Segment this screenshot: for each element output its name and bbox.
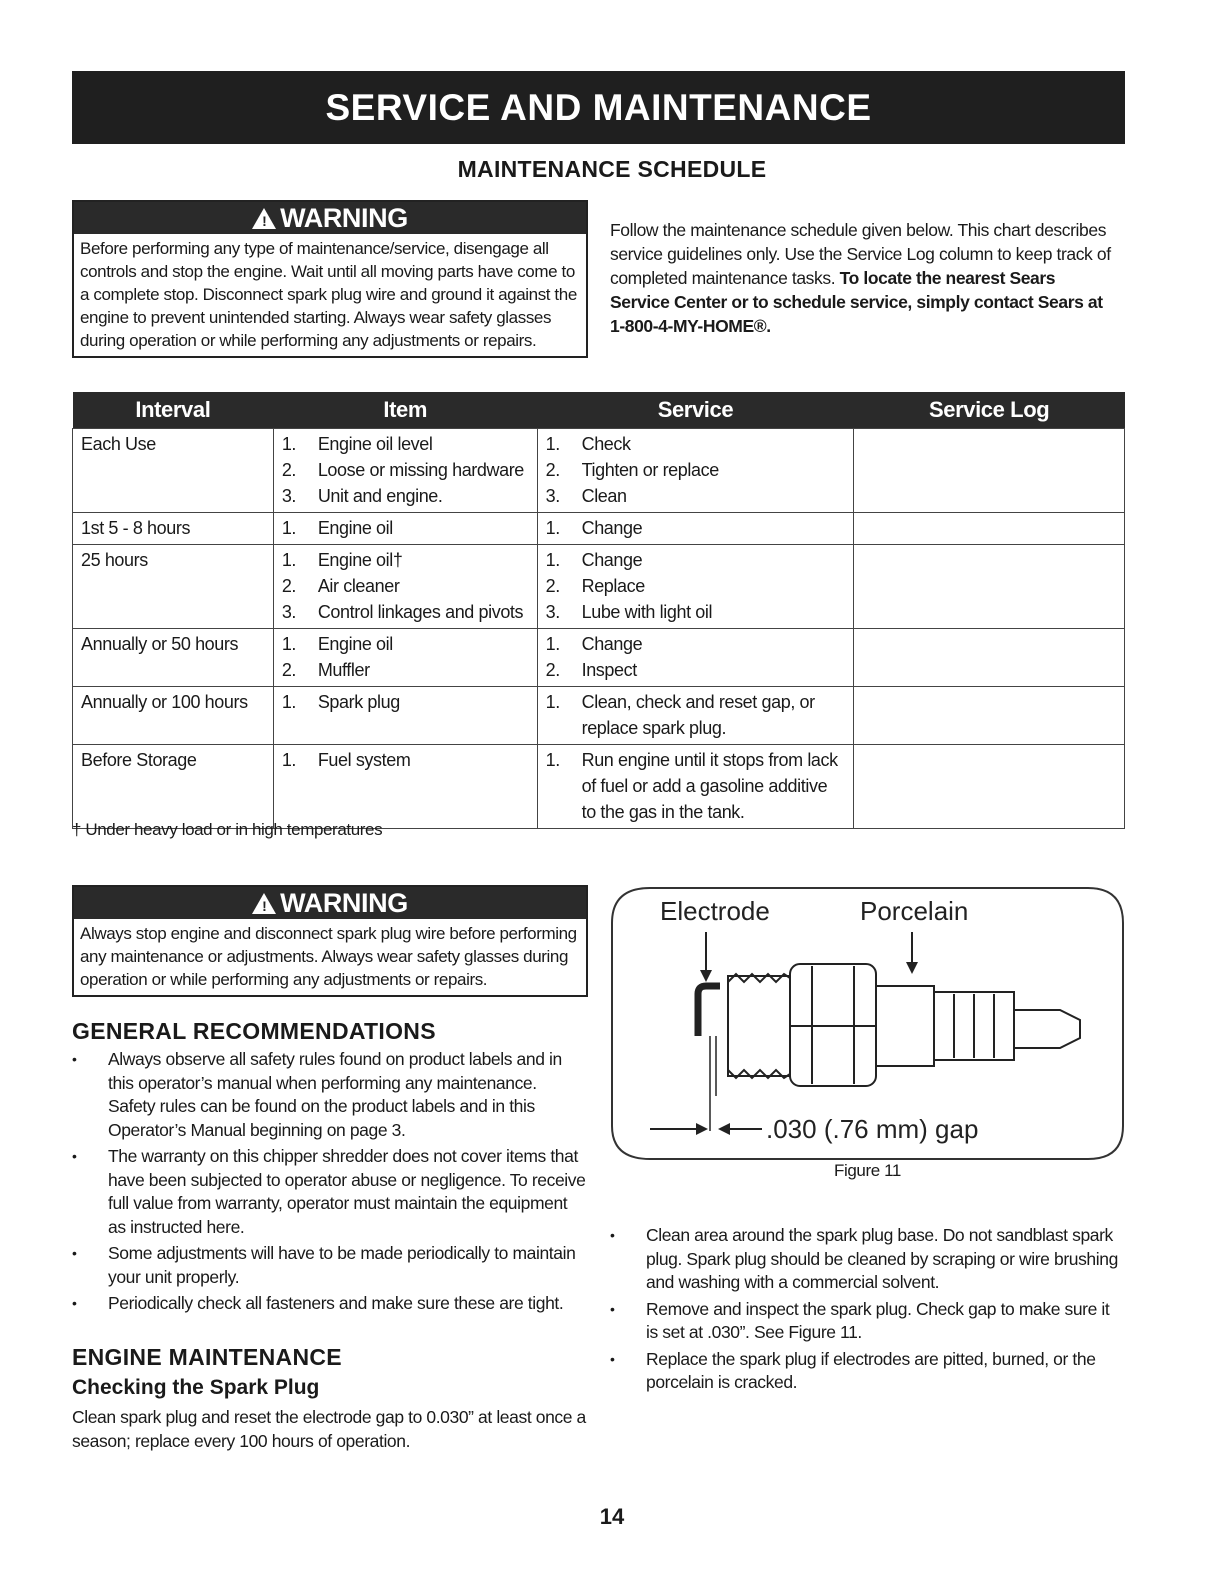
item-text: Change bbox=[581, 550, 643, 570]
list-item bbox=[546, 657, 846, 683]
item-number: 1. bbox=[545, 634, 560, 654]
list-item bbox=[546, 689, 846, 741]
item-text: Engine oil bbox=[317, 634, 393, 654]
item-number: 1. bbox=[545, 750, 560, 770]
spark-plug-icon bbox=[698, 964, 1080, 1131]
item-number: 1. bbox=[281, 434, 297, 454]
list-item: • Always observe all safety rules found on product labels and in this operator’s manual when performing any maintenance. Safety rules can be found on the product labels and in this Operator’s Manual beginning on page 3. bbox=[72, 1048, 587, 1142]
checking-spark-plug-text: Clean spark plug and reset the electrode gap to 0.030” at least once a season; replace every 100 hours of operation. bbox=[72, 1407, 586, 1451]
list-item bbox=[282, 483, 529, 509]
warning-header bbox=[74, 202, 586, 234]
interval-cell: 1st 5 - 8 hours bbox=[73, 513, 274, 545]
list-item: • Replace the spark plug if electrodes are pitted, burned, or the porcelain is cracked. bbox=[610, 1348, 1122, 1395]
item-cell bbox=[273, 545, 537, 629]
item-number: 2. bbox=[545, 460, 560, 480]
service-log-cell bbox=[854, 687, 1125, 745]
service-cell bbox=[537, 745, 854, 829]
list-item bbox=[282, 573, 529, 599]
service-cell bbox=[537, 545, 854, 629]
list-item bbox=[546, 515, 846, 541]
item-text: Clean, check and reset gap, or replace spark plug. bbox=[581, 692, 815, 738]
header-item: Item bbox=[273, 392, 537, 429]
porcelain-label: Porcelain bbox=[860, 896, 969, 926]
item-text: Air cleaner bbox=[317, 576, 400, 596]
figure-caption: Figure 11 bbox=[834, 1161, 901, 1180]
item-cell bbox=[273, 687, 537, 745]
item-number: 2. bbox=[545, 576, 560, 596]
table-row bbox=[73, 745, 1125, 829]
item-number: 1. bbox=[545, 434, 560, 454]
item-number: 2. bbox=[281, 460, 297, 480]
item-number: 3. bbox=[281, 486, 297, 506]
item-number: 3. bbox=[281, 602, 297, 622]
list-item bbox=[546, 747, 846, 825]
item-text: Spark plug bbox=[317, 692, 400, 712]
spark-plug-instructions-list bbox=[610, 1224, 1122, 1398]
table-row bbox=[73, 429, 1125, 513]
item-number: 1. bbox=[281, 518, 297, 538]
schedule-intro bbox=[610, 218, 1115, 338]
warning-title: WARNING bbox=[280, 887, 408, 918]
service-log-cell bbox=[854, 429, 1125, 513]
section-banner bbox=[72, 71, 1125, 144]
list-item bbox=[546, 547, 846, 573]
item-text: Check bbox=[581, 434, 631, 454]
warning-title: WARNING bbox=[280, 202, 408, 233]
banner-title: SERVICE AND MAINTENANCE bbox=[325, 86, 872, 128]
list-item bbox=[546, 573, 846, 599]
item-text: Change bbox=[581, 518, 643, 538]
item-text: Tighten or replace bbox=[581, 460, 719, 480]
item-number: 1. bbox=[281, 750, 297, 770]
intro-contact: To locate the nearest Sears Service Center or to schedule service, simply contact Sears at 1-800-4-MY-HOME®. bbox=[610, 268, 1103, 336]
item-number: 2. bbox=[545, 660, 560, 680]
service-log-cell bbox=[854, 629, 1125, 687]
service-cell bbox=[537, 629, 854, 687]
list-item bbox=[282, 431, 529, 457]
header-service-log: Service Log bbox=[854, 392, 1125, 429]
item-text: Control linkages and pivots bbox=[317, 602, 524, 622]
item-text: Engine oil† bbox=[317, 550, 403, 570]
interval-cell: Annually or 100 hours bbox=[73, 687, 274, 745]
item-cell bbox=[273, 429, 537, 513]
table-row bbox=[73, 629, 1125, 687]
list-item bbox=[282, 747, 529, 773]
list-item bbox=[546, 483, 846, 509]
spark-plug-figure bbox=[610, 886, 1125, 1161]
general-recommendations-heading: GENERAL RECOMMENDATIONS bbox=[72, 1018, 436, 1044]
item-text: Loose or missing hardware bbox=[317, 460, 524, 480]
item-number: 1. bbox=[281, 692, 297, 712]
item-number: 1. bbox=[281, 634, 297, 654]
item-cell bbox=[273, 629, 537, 687]
arrowhead-icon bbox=[906, 962, 918, 974]
table-footnote: † Under heavy load or in high temperatures bbox=[72, 820, 383, 839]
interval-cell: Before Storage bbox=[73, 745, 274, 829]
list-item bbox=[282, 657, 529, 683]
list-item bbox=[282, 689, 529, 715]
item-text: Lube with light oil bbox=[581, 602, 713, 622]
list-item: • Some adjustments will have to be made periodically to maintain your unit properly. bbox=[72, 1242, 587, 1289]
general-recommendations-list bbox=[72, 1048, 587, 1319]
table-row bbox=[73, 513, 1125, 545]
item-text: Change bbox=[581, 634, 643, 654]
service-log-cell bbox=[854, 513, 1125, 545]
item-text: Muffler bbox=[317, 660, 370, 680]
list-item bbox=[546, 631, 846, 657]
list-item bbox=[546, 599, 846, 625]
item-text: Run engine until it stops from lack of fuel or add a gasoline additive to the gas in the tank. bbox=[581, 750, 838, 822]
warning-text: Before performing any type of maintenance/service, disengage all controls and stop the engine. Wait until all moving parts have come to a complete stop. Disconnect spark plug wire and ground it against the engine to prevent unintended starting. Always wear safety glasses during operation or while performing any adjustments or repairs. bbox=[80, 239, 577, 350]
item-number: 2. bbox=[281, 660, 297, 680]
item-number: 1. bbox=[545, 518, 560, 538]
interval-cell: 25 hours bbox=[73, 545, 274, 629]
list-item bbox=[282, 515, 529, 541]
table-header-row bbox=[73, 392, 1125, 429]
arrowhead-icon bbox=[696, 1123, 708, 1135]
list-item bbox=[546, 457, 846, 483]
page-number: 14 bbox=[599, 1504, 625, 1529]
schedule-title: MAINTENANCE SCHEDULE bbox=[457, 156, 767, 182]
warning-box-1 bbox=[72, 200, 588, 358]
table-row bbox=[73, 545, 1125, 629]
list-item bbox=[282, 599, 529, 625]
list-item: • Periodically check all fasteners and make sure these are tight. bbox=[72, 1292, 587, 1316]
item-text: Replace bbox=[581, 576, 645, 596]
item-cell bbox=[273, 745, 537, 829]
list-item: • The warranty on this chipper shredder does not cover items that have been subjected to operator abuse or negligence. To receive full value from warranty, operator must maintain the equipment as instructed here. bbox=[72, 1145, 587, 1239]
item-text: Fuel system bbox=[317, 750, 411, 770]
gap-label: .030 (.76 mm) gap bbox=[766, 1114, 979, 1144]
item-cell bbox=[273, 513, 537, 545]
checking-spark-plug-heading: Checking the Spark Plug bbox=[72, 1376, 320, 1399]
warning-header bbox=[74, 887, 586, 919]
warning-triangle-icon: ! bbox=[252, 893, 276, 914]
list-item: • Clean area around the spark plug base. Do not sandblast spark plug. Spark plug should be cleaned by scraping or wire brushing and washing with a commercial solvent. bbox=[610, 1224, 1122, 1295]
item-number: 3. bbox=[545, 486, 560, 506]
item-number: 1. bbox=[545, 692, 560, 712]
item-text: Clean bbox=[581, 486, 627, 506]
item-number: 2. bbox=[281, 576, 297, 596]
item-number: 1. bbox=[281, 550, 297, 570]
item-number: 1. bbox=[545, 550, 560, 570]
electrode-label: Electrode bbox=[660, 896, 770, 926]
warning-box-2 bbox=[72, 885, 588, 997]
interval-cell: Annually or 50 hours bbox=[73, 629, 274, 687]
warning-text: Always stop engine and disconnect spark plug wire before performing any maintenance or adjustments. Always wear safety glasses during operation or while performing any adjustments or repairs. bbox=[80, 924, 577, 989]
list-item bbox=[282, 631, 529, 657]
arrowhead-icon bbox=[700, 970, 712, 982]
table-row bbox=[73, 687, 1125, 745]
interval-cell: Each Use bbox=[73, 429, 274, 513]
header-service: Service bbox=[537, 392, 854, 429]
warning-triangle-icon: ! bbox=[252, 208, 276, 229]
item-text: Engine oil bbox=[317, 518, 393, 538]
item-text: Unit and engine. bbox=[317, 486, 443, 506]
spark-plug-diagram bbox=[610, 886, 1125, 1161]
item-number: 3. bbox=[545, 602, 560, 622]
list-item bbox=[282, 547, 529, 573]
item-text: Inspect bbox=[581, 660, 637, 680]
engine-maintenance-heading: ENGINE MAINTENANCE bbox=[72, 1344, 342, 1370]
arrowhead-icon bbox=[718, 1123, 730, 1135]
item-text: Engine oil level bbox=[317, 434, 433, 454]
intro-text: Follow the maintenance schedule given below. This chart describes service guidelines only. Use the Service Log column to keep track of completed maintenance tasks. bbox=[610, 220, 1111, 288]
service-cell bbox=[537, 429, 854, 513]
maintenance-schedule-table bbox=[72, 392, 1125, 829]
list-item bbox=[546, 431, 846, 457]
service-cell bbox=[537, 513, 854, 545]
service-log-cell bbox=[854, 545, 1125, 629]
header-interval: Interval bbox=[73, 392, 274, 429]
service-log-cell bbox=[854, 745, 1125, 829]
list-item: • Remove and inspect the spark plug. Check gap to make sure it is set at .030”. See Figure 11. bbox=[610, 1298, 1122, 1345]
list-item bbox=[282, 457, 529, 483]
service-cell bbox=[537, 687, 854, 745]
